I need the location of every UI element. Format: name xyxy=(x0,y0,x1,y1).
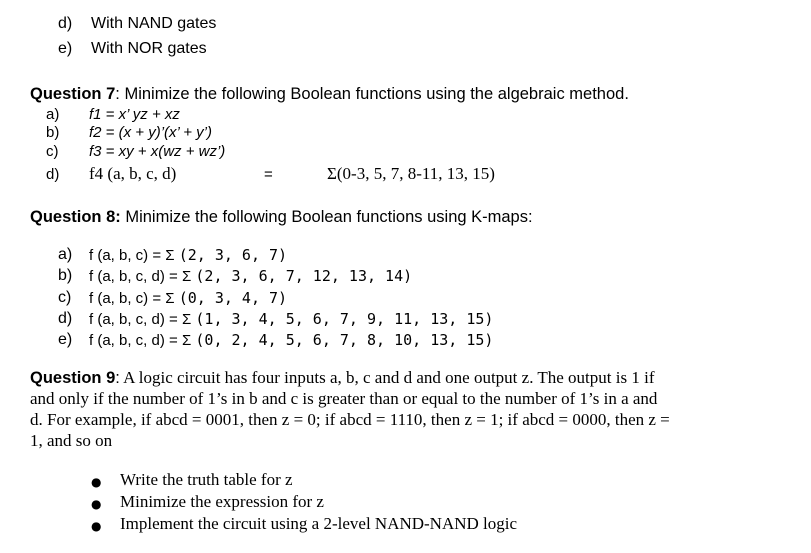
item-minterms: (2, 3, 6, 7, 12, 13, 14) xyxy=(195,267,413,285)
item-expression: f4 (a, b, c, d) xyxy=(89,164,177,183)
bullet-text: Minimize the expression for z xyxy=(120,492,324,511)
item-expression: f3 = xy + x(wz + wz’) xyxy=(89,143,226,160)
item-function: f (a, b, c) = Σ xyxy=(89,290,179,307)
sum-of-minterms: Σ(0-3, 5, 7, 8-11, 13, 15) xyxy=(327,164,495,183)
bullet-text: Implement the circuit using a 2-level NAND-NAND logic xyxy=(120,514,518,533)
item-letter: d) xyxy=(46,166,60,183)
item-letter: b) xyxy=(46,124,60,141)
item-letter: c) xyxy=(58,289,72,306)
question-9-line-4: 1, and so on xyxy=(30,431,113,450)
bullet-icon: ● xyxy=(91,475,102,489)
question-9-line-1 xyxy=(30,368,654,388)
item-text: With NAND gates xyxy=(91,15,217,32)
item-expression: f1 = x’ yz + xz xyxy=(89,106,180,123)
item-minterms: (2, 3, 6, 7) xyxy=(178,246,288,264)
item-function: f (a, b, c, d) = Σ xyxy=(89,311,196,328)
equals-sign: = xyxy=(264,166,273,183)
question-9-line-2: and only if the number of 1’s in b and c is greater than or equal to the number of 1’s in a and xyxy=(30,389,658,408)
question-colon: : xyxy=(115,369,120,387)
question-label: Question 7 xyxy=(30,85,116,103)
question-9-line-3: d. For example, if abcd = 0001, then z = 0; if abcd = 1110, then z = 1; if abcd = 0000, then z = xyxy=(30,410,670,429)
item-letter: c) xyxy=(46,143,59,160)
question-text: Minimize the following Boolean functions using K-maps: xyxy=(120,208,533,226)
question-text: Minimize the following Boolean functions using the algebraic method. xyxy=(119,85,629,103)
item-letter: b) xyxy=(58,267,73,284)
item-minterms: (0, 3, 4, 7) xyxy=(178,289,288,307)
item-text: With NOR gates xyxy=(91,40,207,57)
question-label: Question 8: xyxy=(30,208,121,226)
question-text: A logic circuit has four inputs a, b, c and d and one output z. The output is 1 if xyxy=(119,368,655,387)
item-minterms: (0, 2, 4, 5, 6, 7, 8, 10, 13, 15) xyxy=(195,331,494,349)
bullet-icon: ● xyxy=(91,497,102,511)
item-letter: d) xyxy=(58,15,73,32)
item-letter: e) xyxy=(58,331,73,348)
item-function: f (a, b, c) = Σ xyxy=(89,247,179,264)
item-function: f (a, b, c, d) = Σ xyxy=(89,268,196,285)
item-letter: e) xyxy=(58,40,73,57)
bullet-text: Write the truth table for z xyxy=(120,470,293,489)
question-8-heading xyxy=(30,208,533,227)
item-function: f (a, b, c, d) = Σ xyxy=(89,332,196,349)
item-letter: a) xyxy=(46,106,60,123)
bullet-icon: ● xyxy=(91,519,102,533)
item-letter: d) xyxy=(58,310,73,327)
question-colon: : xyxy=(115,85,120,103)
item-minterms: (1, 3, 4, 5, 6, 7, 9, 11, 13, 15) xyxy=(195,310,494,328)
item-letter: a) xyxy=(58,246,73,263)
question-7-heading xyxy=(30,85,629,104)
question-label: Question 9 xyxy=(30,369,116,387)
item-expression: f2 = (x + y)’(x’ + y’) xyxy=(89,124,212,141)
